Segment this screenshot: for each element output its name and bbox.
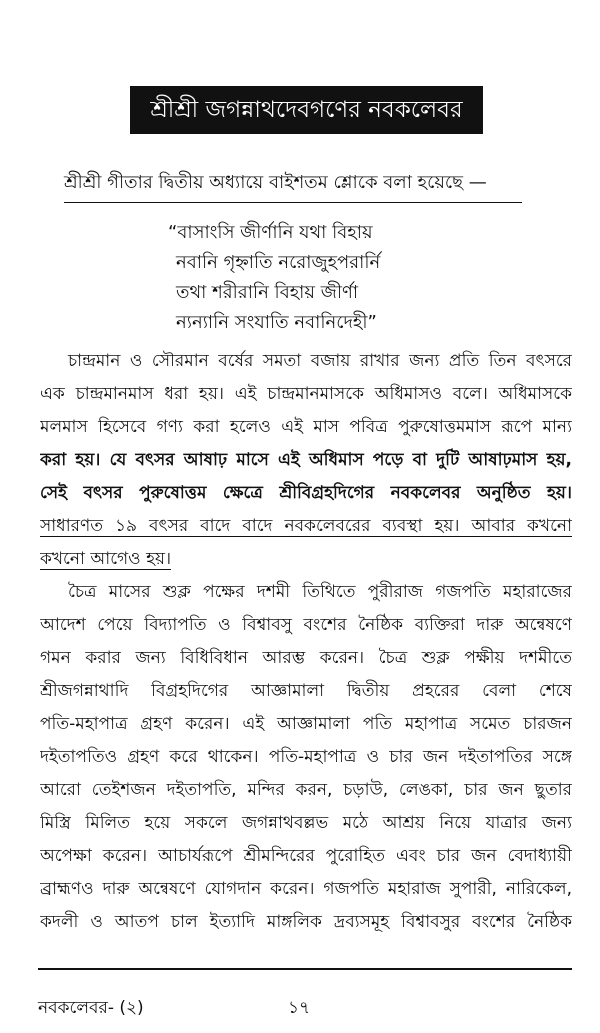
body-line-underlined xyxy=(40,511,572,544)
body-line: ব্রাহ্মণও দারু অন্বেষণে যোগদান করেন। গজপতি মহারাজ সুপারী, নারিকেল, xyxy=(40,879,572,899)
body-line: আরো তেইশজন দইতাপতি, মন্দির করন, চড়াউ, লেঙকা, চার জন ছুতার xyxy=(40,780,572,800)
body-line: দইতাপতিও গ্রহণ করে থাকেন। পতি-মহাপাত্র ও চার জন দইতাপতির সঙ্গে xyxy=(40,747,572,767)
body-line: গমন করার জন্য বিধিবিধান আরম্ভ করেন। চৈত্র শুক্ল পক্ষীয় দশমীতে xyxy=(40,648,572,668)
chapter-title xyxy=(130,86,483,134)
verse-line: ন্যন্যানি সংযাতি নবানিদেহী” xyxy=(176,312,377,333)
footer-divider xyxy=(38,968,572,970)
body-line: শ্রীজগন্নাথাদি বিগ্রহদিগের আজ্ঞামালা দ্বিতীয় প্রহরের বেলা শেষে xyxy=(40,681,572,701)
body-line: অপেক্ষা করেন। আচার্যরূপে শ্রীমন্দিরের পুরোহিত এবং চার জন বেদাধ্যায়ী xyxy=(40,846,572,866)
body-line: চান্দ্রমান ও সৌরমান বর্ষের সমতা বজায় রাখার জন্য প্রতি তিন বৎসরে xyxy=(68,351,572,371)
chapter-title-text: শ্রীশ্রী জগন্নাথদেবগণের নবকলেবর xyxy=(150,96,463,123)
body-line-bold: করা হয়। যে বৎসর আষাঢ় মাসে এই অধিমাস পড়ে বা দুটি আষাঢ়মাস হয়, xyxy=(40,450,572,470)
page-number: ১৭ xyxy=(288,998,311,1018)
body-line: এক চান্দ্রমানমাস ধরা হয়। এই চান্দ্রমানমাসকে অধিমাসও বলে। অধিমাসকে xyxy=(40,384,572,404)
section-subtitle: শ্রীশ্রী গীতার দ্বিতীয় অধ্যায়ে বাইশতম শ্লোকে বলা হয়েছে — xyxy=(64,168,522,203)
body-line: পতি-মহাপাত্র গ্রহণ করেন। এই আজ্ঞামালা পতি মহাপাত্র সমেত চারজন xyxy=(40,714,572,734)
body-text xyxy=(40,346,572,940)
gita-verse xyxy=(168,218,380,338)
body-line-underlined xyxy=(40,544,572,577)
footer-book-label: নবকলেবর- (২) xyxy=(38,998,144,1018)
verse-line: তথা শরীরানি বিহায় জীর্ণা xyxy=(176,282,359,303)
body-line: মলমাস হিসেবে গণ্য করা হলেও এই মাস পবিত্র পুরুষোত্তমমাস রূপে মান্য xyxy=(40,417,572,437)
body-line: কদলী ও আতপ চাল ইত্যাদি মাঙ্গলিক দ্রব্যসমূহ বিশ্বাবসুর বংশের নৈষ্ঠিক xyxy=(40,912,572,932)
body-line-bold: সেই বৎসর পুরুষোত্তম ক্ষেত্রে শ্রীবিগ্রহদিগের নবকলেবর অনুষ্ঠিত হয়। xyxy=(40,483,572,503)
verse-line: “বাসাংসি জীর্ণানি যথা বিহায় xyxy=(168,222,373,243)
underlined-text: কখনো আগেও হয়। xyxy=(40,549,172,569)
body-line: চৈত্র মাসের শুক্ল পক্ষের দশমী তিথিতে পুরীরাজ গজপতি মহারাজের xyxy=(68,582,572,602)
verse-line: নবানি গৃহ্নাতি নরোজুহপরার্নি xyxy=(176,252,381,273)
body-line: মিস্ত্রি মিলিত হয়ে সকলে জগন্নাথবল্লভ মঠে আশ্রয় নিয়ে যাত্রার জন্য xyxy=(40,813,572,833)
body-line: আদেশ পেয়ে বিদ্যাপতি ও বিশ্বাবসু বংশের নৈষ্ঠিক ব্যক্তিরা দারু অন্বেষণে xyxy=(40,615,572,635)
underlined-text: সাধারণত ১৯ বৎসর বাদে বাদে নবকলেবরের ব্যবস্থা হয়। আবার কখনো xyxy=(40,516,572,536)
